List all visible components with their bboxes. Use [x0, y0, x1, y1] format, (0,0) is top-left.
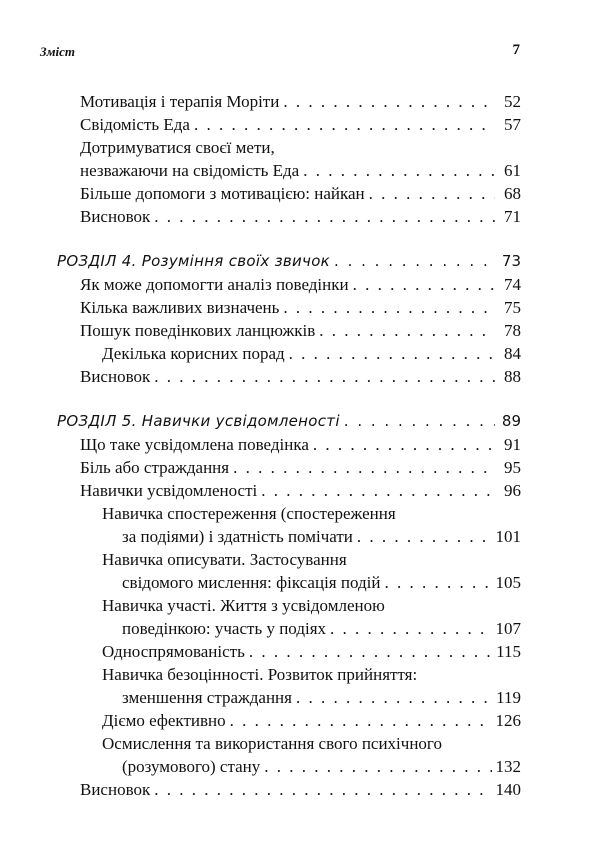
- toc-entry[interactable]: [80, 90, 521, 113]
- leader-dots: [334, 250, 495, 273]
- leader-dots: [296, 686, 492, 709]
- toc-entry-page: 84: [504, 344, 521, 363]
- leader-dots: [283, 296, 495, 319]
- leader-dots: [283, 90, 495, 113]
- toc-entry-page: 115: [496, 642, 521, 661]
- toc-entry[interactable]: [80, 319, 521, 342]
- toc-entry[interactable]: [80, 342, 521, 365]
- toc-entry-page: 101: [495, 527, 521, 546]
- toc-entry[interactable]: [80, 113, 521, 136]
- running-header: Зміст: [40, 44, 76, 59]
- toc-entry-title: поведінкою: участь у подіях: [122, 619, 327, 638]
- toc-entry-page: 75: [504, 298, 521, 317]
- toc-entry-title-line: Навичка спостереження (спостереження: [102, 504, 396, 523]
- toc-entry-page: 91: [504, 435, 521, 454]
- toc-entry-page: 88: [504, 367, 521, 386]
- toc-entry-page: 107: [495, 619, 521, 638]
- toc-entry-title: Навички усвідомленості: [80, 481, 258, 500]
- toc-entry[interactable]: [80, 571, 521, 594]
- toc-entry-title-line: Дотримуватися своєї мети,: [80, 138, 275, 157]
- leader-dots: [233, 456, 495, 479]
- toc-entry-title: Висновок: [80, 207, 151, 226]
- leader-dots: [261, 479, 495, 502]
- toc-entry[interactable]: [80, 709, 521, 732]
- toc-chapter-5[interactable]: [57, 410, 521, 433]
- toc-entry[interactable]: [80, 778, 521, 801]
- leader-dots: [357, 525, 492, 548]
- leader-dots: [249, 640, 492, 663]
- leader-dots: [319, 319, 495, 342]
- table-of-contents: [57, 90, 521, 801]
- toc-entry[interactable]: [80, 686, 521, 709]
- toc-entry[interactable]: [80, 640, 521, 663]
- leader-dots: [353, 273, 495, 296]
- toc-entry[interactable]: [80, 205, 521, 228]
- toc-entry-title: Висновок: [80, 780, 151, 799]
- toc-entry-page: 52: [504, 92, 521, 111]
- toc-entry[interactable]: [80, 182, 521, 205]
- toc-entry[interactable]: [80, 617, 521, 640]
- toc-entry[interactable]: [80, 755, 521, 778]
- toc-chapter-title: РОЗДІЛ 5. Навички усвідомленості: [57, 412, 340, 430]
- toc-entry-title-line: Навичка участі. Життя з усвідомленою: [102, 596, 385, 615]
- leader-dots: [330, 617, 491, 640]
- page-number: 7: [512, 42, 520, 58]
- leader-dots: [344, 410, 495, 433]
- toc-entry-title: Мотивація і терапія Моріти: [80, 92, 280, 111]
- toc-entry[interactable]: [80, 296, 521, 319]
- toc-entry-title: зменшення страждання: [122, 688, 292, 707]
- section-gap: [80, 228, 521, 250]
- toc-entry[interactable]: [80, 273, 521, 296]
- toc-entry[interactable]: [80, 433, 521, 456]
- toc-entry-page: 68: [504, 184, 521, 203]
- toc-entry-title: Односпрямованість: [102, 642, 245, 661]
- toc-entry-page: 95: [504, 458, 521, 477]
- toc-chapter-page: 89: [501, 412, 521, 430]
- leader-dots: [154, 365, 495, 388]
- toc-entry-title: (розумового) стану: [122, 757, 261, 776]
- toc-entry-title: Пошук поведінкових ланцюжків: [80, 321, 316, 340]
- toc-entry-title-line: Осмислення та використання свого психічного: [102, 734, 442, 753]
- toc-entry-page: 96: [504, 481, 521, 500]
- toc-entry-page: 105: [495, 573, 521, 592]
- toc-entry-title: незважаючи на свідомість Еда: [80, 161, 300, 180]
- leader-dots: [154, 205, 495, 228]
- leader-dots: [313, 433, 495, 456]
- section-gap: [80, 388, 521, 410]
- toc-entry-title: Діємо ефективно: [102, 711, 226, 730]
- toc-entry-page: 78: [504, 321, 521, 340]
- leader-dots: [384, 571, 491, 594]
- toc-chapter-title: РОЗДІЛ 4. Розуміння своїх звичок: [57, 252, 331, 270]
- toc-entry-title: Більше допомоги з мотивацією: найкан: [80, 184, 365, 203]
- leader-dots: [264, 755, 491, 778]
- toc-entry-title: Що таке усвідомлена поведінка: [80, 435, 309, 454]
- toc-entry[interactable]: [80, 456, 521, 479]
- toc-entry-page: 126: [495, 711, 521, 730]
- toc-entry-title-line: Навичка безоцінності. Розвиток прийняття:: [102, 665, 418, 684]
- leader-dots: [289, 342, 495, 365]
- leader-dots: [154, 778, 491, 801]
- toc-chapter-page: 73: [501, 252, 521, 270]
- toc-entry-title: Кілька важливих визначень: [80, 298, 280, 317]
- toc-entry[interactable]: [80, 479, 521, 502]
- toc-entry-title: Декілька корисних порад: [102, 344, 285, 363]
- toc-chapter-4[interactable]: [57, 250, 521, 273]
- toc-entry-title: Свідомість Еда: [80, 115, 190, 134]
- toc-entry-page: 74: [504, 275, 521, 294]
- toc-entry-title: за подіями) і здатність помічати: [122, 527, 353, 546]
- toc-entry-title: свідомого мислення: фіксація подій: [122, 573, 381, 592]
- toc-entry[interactable]: [80, 365, 521, 388]
- toc-entry-title: Висновок: [80, 367, 151, 386]
- toc-entry-page: 71: [504, 207, 521, 226]
- toc-entry-page: 140: [495, 780, 521, 799]
- leader-dots: [303, 159, 495, 182]
- leader-dots: [194, 113, 495, 136]
- toc-entry-title-line: Навичка описувати. Застосування: [102, 550, 347, 569]
- toc-entry-page: 132: [495, 757, 521, 776]
- toc-entry-page: 119: [496, 688, 521, 707]
- toc-entry-title: Біль або страждання: [80, 458, 230, 477]
- toc-entry-page: 61: [504, 161, 521, 180]
- toc-entry[interactable]: [80, 525, 521, 548]
- leader-dots: [369, 182, 495, 205]
- leader-dots: [230, 709, 492, 732]
- toc-entry[interactable]: [80, 159, 521, 182]
- toc-entry-page: 57: [504, 115, 521, 134]
- toc-entry-title: Як може допомогти аналіз поведінки: [80, 275, 349, 294]
